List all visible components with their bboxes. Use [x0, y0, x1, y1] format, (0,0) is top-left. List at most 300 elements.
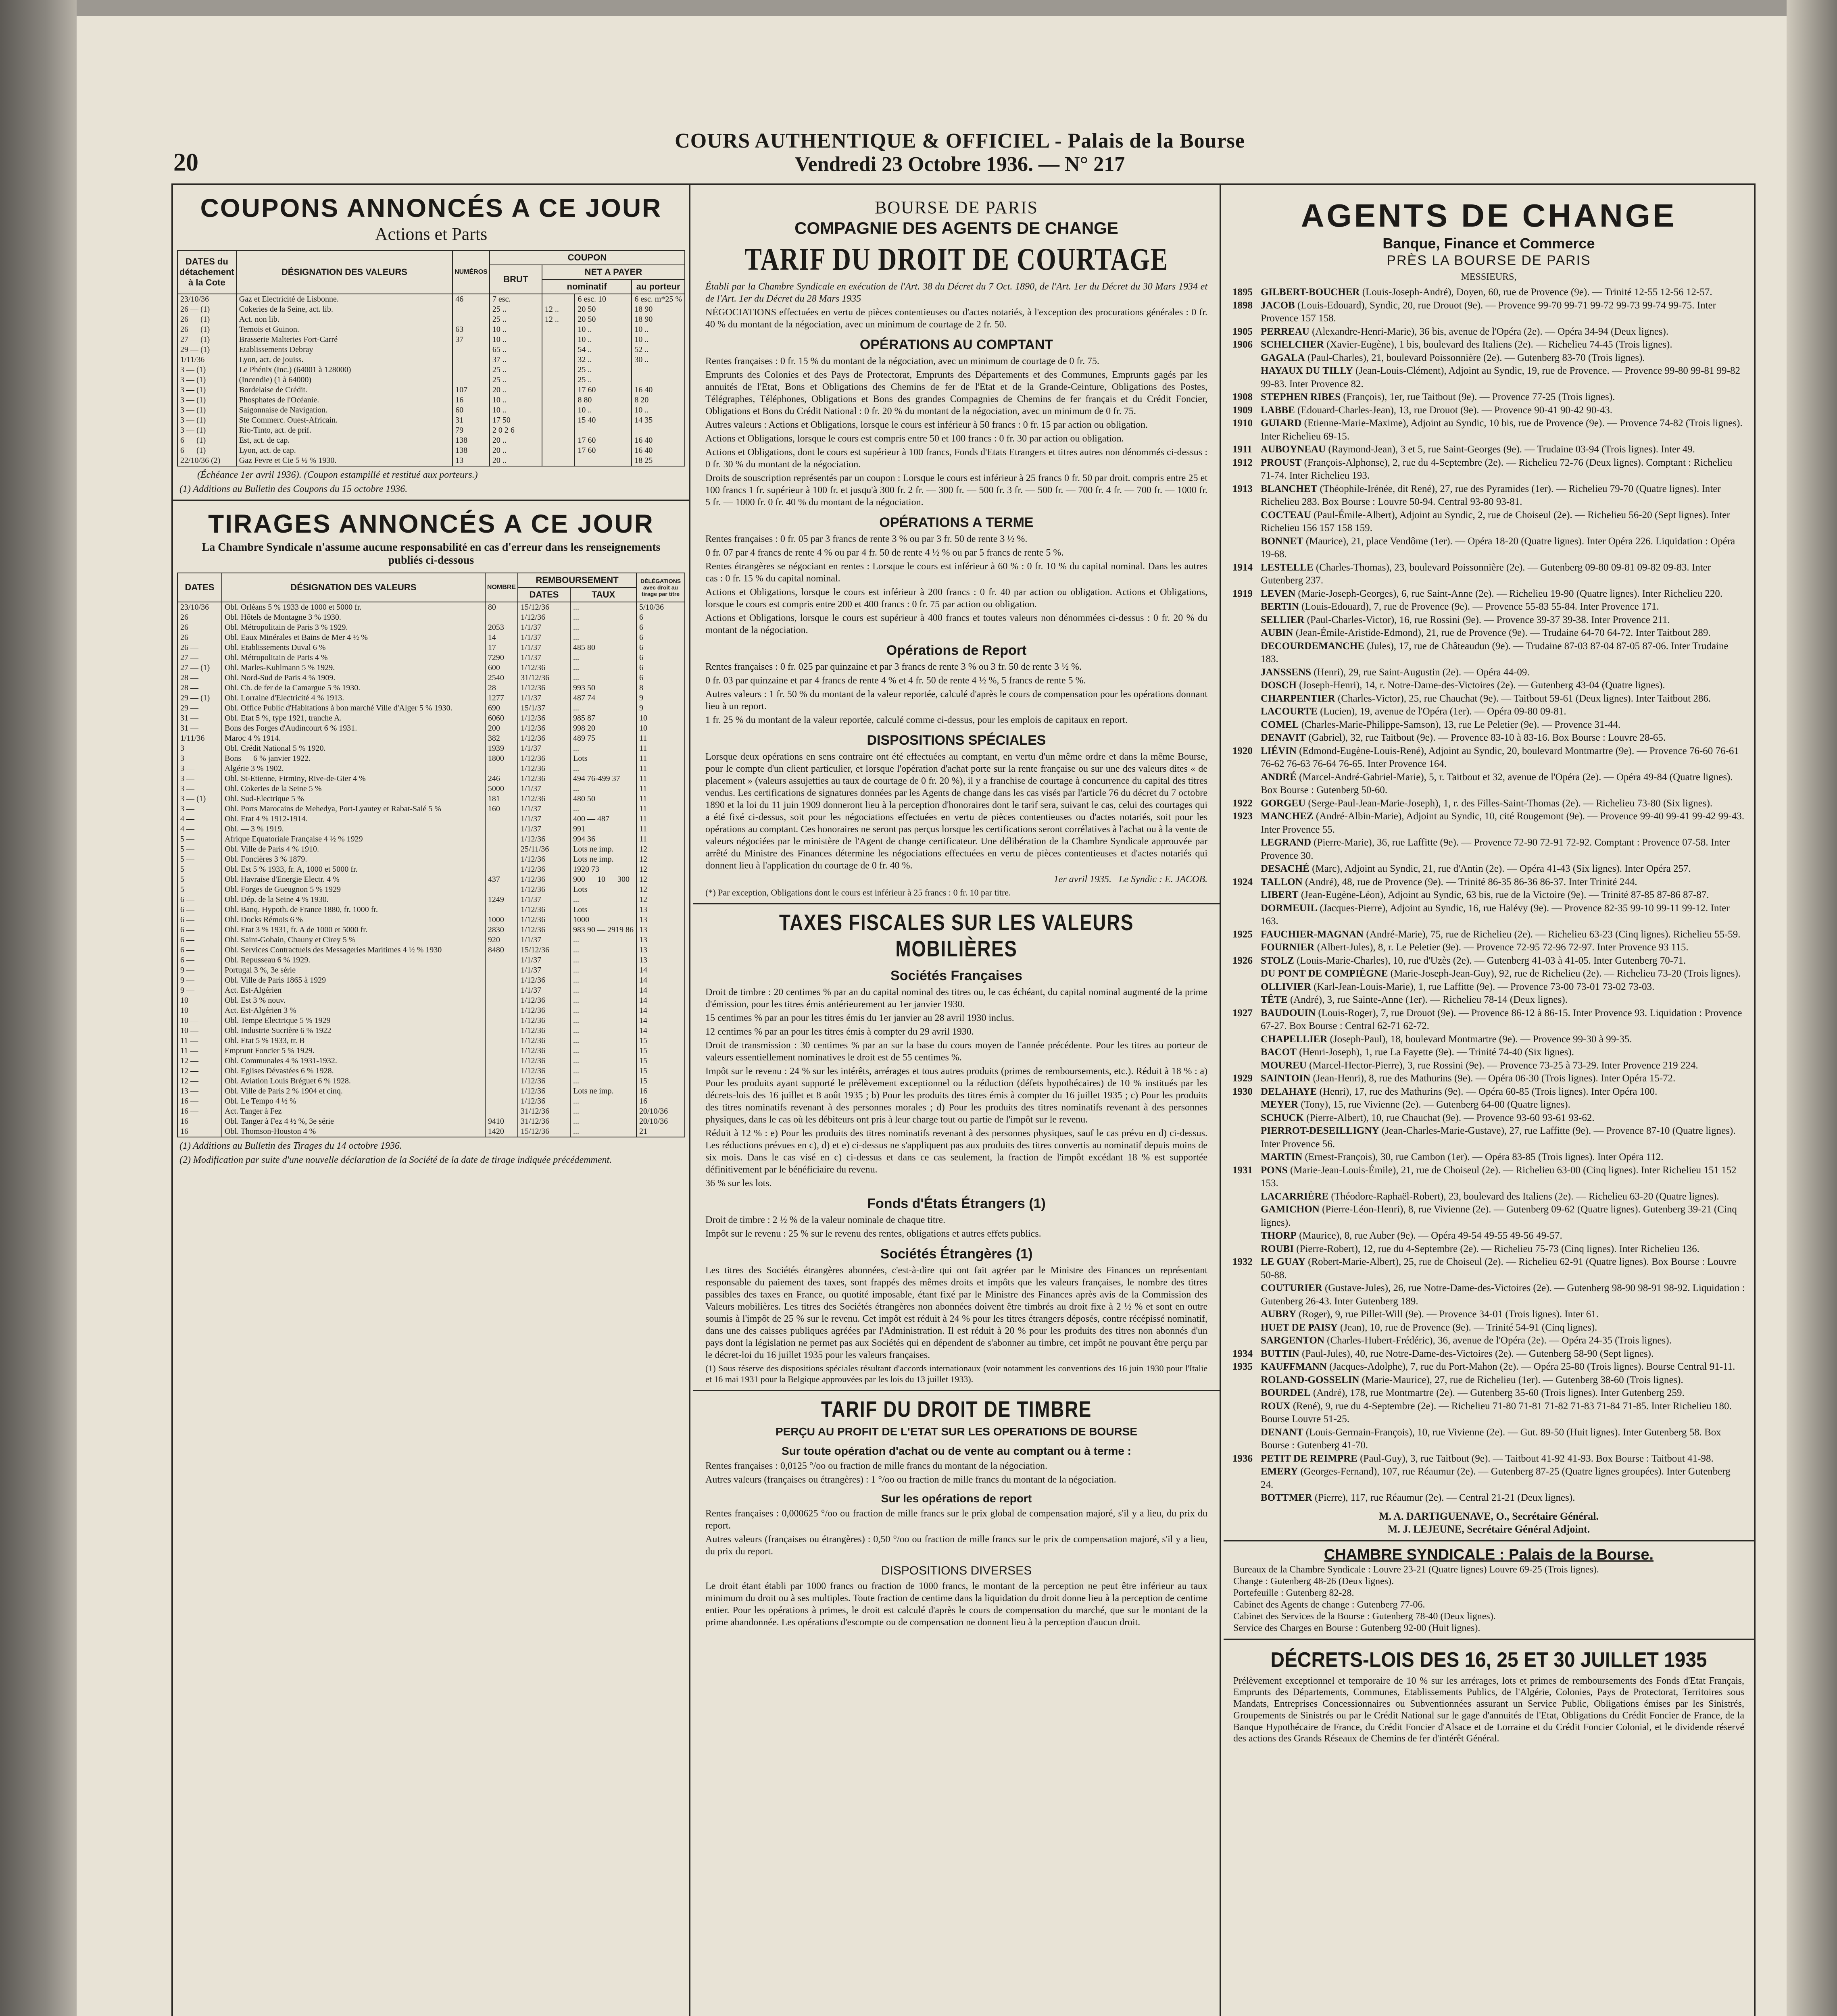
page-header — [173, 129, 1746, 176]
tirage-cell: Obl. Etat 5 %, type 1921, tranche A. — [222, 713, 485, 723]
tirage-cell: 1/1/37 — [518, 824, 570, 834]
coupon-cell: Est, act. de cap. — [236, 435, 452, 446]
agent-entry — [1232, 1347, 1745, 1361]
tirage-row — [177, 824, 685, 834]
agent-year: 1919 — [1232, 588, 1253, 599]
tirage-cell: 1/12/36 — [518, 905, 570, 915]
tirage-row — [177, 1106, 685, 1116]
tirage-cell: 80 — [485, 602, 518, 612]
agent-details: (Charles-Victor), 25, rue Chauchat (9e). — Taitbout 59-61 (Deux lignes). Inter Taitbout 286. — [1335, 693, 1711, 704]
agent-entry — [1232, 1098, 1745, 1112]
coupon-row — [177, 456, 685, 466]
agent-details: (Roger), 9, rue Pillet-Will (9e). — Provence 34-01 (Trois lignes). Inter 61. — [1296, 1309, 1599, 1320]
agent-year — [1232, 1400, 1261, 1426]
taxes-fr-paragraph: 12 centimes % par an pour les titres émis à compter du 29 avril 1930. — [705, 1026, 974, 1037]
tirage-cell: 1/12/36 — [518, 1046, 570, 1056]
agent-body — [1261, 928, 1741, 941]
tirage-cell: Obl. Foncières 3 % 1879. — [222, 854, 485, 864]
terme-paragraph: Rentes françaises : 0 fr. 05 par 3 francs de rente 3 % ou par 3 fr. 50 de rente 3 ½ %. — [705, 534, 1028, 544]
timbre-title: TARIF DU DROIT DE TIMBRE — [821, 1396, 1092, 1422]
tirage-cell: ... — [570, 1006, 636, 1016]
agent-entry — [1232, 928, 1745, 941]
coupon-cell: 10 .. — [575, 335, 632, 345]
agent-year: 1926 — [1232, 955, 1253, 966]
tirage-cell: 1/12/36 — [518, 1066, 570, 1076]
coupon-cell: 3 — (1) — [177, 405, 236, 415]
coupon-cell — [575, 456, 632, 466]
agent-body — [1261, 1151, 1663, 1164]
tirage-cell: 12 — — [177, 1056, 222, 1066]
agent-year — [1232, 771, 1261, 797]
tirage-cell: 489 75 — [570, 733, 636, 744]
agent-year — [1232, 627, 1261, 640]
coupon-row — [177, 375, 685, 385]
tirage-cell: Obl. Services Contractuels des Messageries Maritimes 4 ½ % 1930 — [222, 945, 485, 955]
tirage-cell: Obl. Forges de Gueugnon 5 % 1929 — [222, 885, 485, 895]
agent-details: (Jean-Émile-Aristide-Edmond), 21, rue de Provence (9e). — Trudaine 64-70 64-72. Inter Taitbout 289. — [1293, 627, 1711, 638]
tirage-cell: 20/10/36 — [636, 1106, 685, 1116]
coupon-cell: Brasserie Malteries Fort-Carré — [236, 335, 452, 345]
agent-details: (Jean-Louis-Clément), Adjoint au Syndic, 19, rue de Provence. — Provence 99-80 99-81 99-82 99-83. Inter Provence 82. — [1261, 365, 1741, 389]
agent-entry — [1232, 509, 1745, 535]
coupon-cell — [542, 425, 575, 435]
agent-year — [1232, 889, 1261, 902]
tirage-cell: 400 — 487 — [570, 814, 636, 824]
tirage-cell — [485, 864, 518, 875]
coupon-cell: 138 — [452, 435, 490, 446]
coupon-cell: Lyon, act. de jouiss. — [236, 355, 452, 365]
coupon-cell — [632, 365, 685, 375]
coupon-cell — [452, 304, 490, 314]
coupon-cell: 1/11/36 — [177, 355, 236, 365]
tirage-row — [177, 804, 685, 814]
tirage-cell — [485, 955, 518, 965]
coupon-cell: 65 .. — [490, 345, 542, 355]
binding-gutter — [0, 0, 77, 2016]
agent-year — [1232, 679, 1261, 692]
tirage-cell: 1/12/36 — [518, 1006, 570, 1016]
agent-entry — [1232, 1033, 1745, 1046]
coupon-cell — [542, 405, 575, 415]
tirage-row — [177, 1096, 685, 1106]
column-center — [693, 185, 1221, 2016]
coupon-cell: 3 — (1) — [177, 375, 236, 385]
tirage-cell: Obl. Etat 4 % 1912-1914. — [222, 814, 485, 824]
agent-entry — [1232, 1125, 1745, 1151]
coupon-cell: 26 — (1) — [177, 325, 236, 335]
tirage-cell: Obl. Tempe Electrique 5 % 1929 — [222, 1016, 485, 1026]
tirage-cell: 4 — — [177, 814, 222, 824]
agent-body — [1261, 404, 1612, 417]
agent-entry — [1232, 640, 1745, 666]
agent-entry — [1232, 731, 1745, 745]
agent-year: 1895 — [1232, 287, 1253, 298]
speciales-text: Lorsque deux opérations en sens contraire ont été effectuées au comptant, en vertu d'un même ordre et dans la même Bourse, pour le compte d'un client particulier, et lorsque l'opération d'achat porte sur la rente française ou sur une des valeurs dites « de placement » (valeurs assujetties au taux de courtage de 0 fr. 20 %), il y a franchise de courtage à concurrence du capital des titres vendus. Les certifications de signatures données par les Agents de change dans les cas visés par l'article 76 du décret du 7 octobre 1890 et la loi du 11 juin 1909 donneront lieu à la perception d'honoraires dont le tarif sera, suivant le cas, celui des courtages qui a été fixé ci-dessus, soit pour les négociations effectuées en vertu de pièces contentieuses ou d'actes notariés, soit pour les opérations au comptant. Ces honoraires ne seront pas perçus lorsque les certifications seront corrélatives à l'achat ou à la vente de valeurs négociées par le ministère de l'Agent de change certificateur. Une délibération de la Chambre Syndicale approuvée par arrêté du Ministre des Finances détermine les négociations effectuées en vertu de pièces contentieuses et d'actes notariés qui donnent lieu à l'application du courtage de 0 fr. 40 %. — [705, 752, 1207, 871]
coupon-cell: 30 .. — [632, 355, 685, 365]
agent-name: SAINTOIN — [1261, 1073, 1311, 1084]
agent-name: GUIARD — [1261, 418, 1302, 429]
tirage-cell: 1/1/37 — [518, 744, 570, 754]
tirage-cell: 3 — — [177, 784, 222, 794]
agent-body — [1261, 1465, 1745, 1491]
agent-name: LEGRAND — [1261, 837, 1312, 848]
tirage-cell: 12 — — [177, 1076, 222, 1086]
tirage-cell: ... — [570, 985, 636, 996]
tirage-cell — [485, 814, 518, 824]
tirage-row — [177, 643, 685, 653]
tirage-cell: Obl. Ch. de fer de la Camargue 5 % 1930. — [222, 683, 485, 693]
tirage-row — [177, 844, 685, 854]
agent-year: 1924 — [1232, 876, 1253, 887]
agent-body — [1261, 666, 1530, 679]
tirage-cell: 2053 — [485, 623, 518, 633]
coupon-cell: 31 — [452, 415, 490, 425]
tirage-cell: 10 — [636, 723, 685, 733]
tirage-cell: 7290 — [485, 653, 518, 663]
agent-name: SARGENTON — [1261, 1335, 1324, 1346]
tirage-row — [177, 693, 685, 703]
tirage-cell: 5 — — [177, 844, 222, 854]
tirage-cell: 246 — [485, 774, 518, 784]
coupon-cell: 14 35 — [632, 415, 685, 425]
agent-entry — [1232, 1256, 1745, 1282]
tirage-cell: 13 — [636, 955, 685, 965]
tirage-cell: Obl. Métropolitain de Paris 3 % 1929. — [222, 623, 485, 633]
tirage-cell: 16 — — [177, 1106, 222, 1116]
coupon-row — [177, 435, 685, 446]
agent-name: BLANCHET — [1261, 483, 1318, 494]
tirage-cell: Emprunt Foncier 5 % 1929. — [222, 1046, 485, 1056]
agent-name: BACOT — [1261, 1047, 1297, 1058]
tirage-cell: 8480 — [485, 945, 518, 955]
coupon-cell: 63 — [452, 325, 490, 335]
tirage-cell: 1/12/36 — [518, 663, 570, 673]
tirage-cell: Obl. St-Etienne, Firminy, Rive-de-Gier 4 % — [222, 774, 485, 784]
tirage-row — [177, 703, 685, 713]
comptant-paragraph: Rentes françaises : 0 fr. 15 % du montant de la négociation, avec un minimum de courtage de 0 fr. 75. — [705, 356, 1100, 367]
agent-details: (Théodore-Raphaël-Robert), 23, boulevard des Italiens (2e). — Richelieu 63-20 (Quatre lignes). — [1328, 1191, 1719, 1202]
agent-body — [1261, 417, 1745, 443]
agent-name: KAUFFMANN — [1261, 1361, 1327, 1372]
taxes-fr-list — [693, 986, 1220, 1189]
tirage-cell: 1/1/37 — [518, 643, 570, 653]
coupon-cell: 23/10/36 — [177, 294, 236, 304]
tirage-cell: 1249 — [485, 895, 518, 905]
coupon-cell: 6 — (1) — [177, 446, 236, 456]
agent-year — [1232, 1190, 1261, 1204]
coupon-cell — [542, 435, 575, 446]
coupon-cell: 37 .. — [490, 355, 542, 365]
tirage-cell: 1/12/36 — [518, 925, 570, 935]
tirage-cell: 13 — [636, 905, 685, 915]
tirage-cell: 920 — [485, 935, 518, 945]
tirage-cell: 6 — [636, 633, 685, 643]
coupon-cell: 25 .. — [490, 314, 542, 325]
agent-details: (François), 1er, rue Taitbout (9e). — Provence 77-25 (Trois lignes). — [1341, 392, 1615, 402]
agent-body — [1261, 299, 1745, 325]
coupon-cell: 3 — (1) — [177, 385, 236, 395]
tirage-cell: 27 — (1) — [177, 663, 222, 673]
agent-details: (Pierre-Marie), 36, rue Laffitte (9e). — Provence 72-90 72-91 72-92. Comptant : Provence 07-58. Inter Provence 30. — [1261, 837, 1730, 861]
tirage-cell: 11 — — [177, 1046, 222, 1056]
tirage-cell: ... — [570, 703, 636, 713]
tirage-cell: 31/12/36 — [518, 673, 570, 683]
coupon-cell: 20 50 — [575, 314, 632, 325]
tirage-cell: ... — [570, 1026, 636, 1036]
agents-title: AGENTS DE CHANGE — [1301, 198, 1677, 233]
coupons-subtitle: Actions et Parts — [375, 224, 488, 244]
agent-year — [1232, 600, 1261, 614]
tirage-cell: 12 — [636, 864, 685, 875]
agent-body — [1261, 797, 1712, 810]
agent-name: MOUREU — [1261, 1060, 1307, 1071]
coupon-cell: Gaz Fevre et Cie 5 ½ % 1930. — [236, 456, 452, 466]
tirage-cell: 6 — [636, 673, 685, 683]
tirage-row — [177, 784, 685, 794]
terme-paragraph: Rentes étrangères se négociant en rentes : Lorsque le cours est inférieur à 60 % : 0 fr. 10 % du capital nominal. Dans les autres cas : 0 fr. 15 % du capital nominal. — [705, 561, 1207, 584]
tirage-cell: Obl. Ville de Paris 2 % 1904 et cinq. — [222, 1086, 485, 1096]
chambre-title: CHAMBRE SYNDICALE : Palais de la Bourse. — [1324, 1546, 1654, 1563]
tirage-cell: Obl. Repusseau 6 % 1929. — [222, 955, 485, 965]
tirage-cell — [485, 1096, 518, 1106]
tirage-cell: 494 76-499 37 — [570, 774, 636, 784]
tirage-cell: Lots — [570, 754, 636, 764]
tirage-cell: 1/12/36 — [518, 854, 570, 864]
tirage-cell: 12 — [636, 895, 685, 905]
agent-entry — [1232, 967, 1745, 981]
agent-name: BUTTIN — [1261, 1348, 1299, 1359]
comptant-list — [693, 355, 1220, 508]
agent-details: (François-Alphonse), 2, rue du 4-Septembre (2e). — Richelieu 72-76 (Deux lignes). Comptant : Richelieu 71-74. Inter Richelieu 193. — [1261, 457, 1733, 481]
agent-name: FAUCHIER-MAGNAN — [1261, 929, 1364, 940]
agent-details: (Jean-Eugène-Léon), Adjoint au Syndic, 63 bis, rue de la Victoire (9e). — Trinité 87-85 87-86 87-87. — [1298, 889, 1709, 900]
agent-year: 1925 — [1232, 929, 1253, 940]
agent-year: 1912 — [1232, 457, 1253, 468]
agent-year — [1232, 993, 1261, 1007]
tirage-cell: Obl. Industrie Sucrière 6 % 1922 — [222, 1026, 485, 1036]
tirage-cell: 11 — [636, 834, 685, 844]
agent-name: DU PONT DE COMPIÈGNE — [1261, 968, 1388, 979]
tirage-cell: 1/1/37 — [518, 965, 570, 975]
column-left — [173, 185, 690, 2016]
tirage-cell: ... — [570, 653, 636, 663]
tirage-cell: 3 — — [177, 774, 222, 784]
terme-paragraph: Actions et Obligations, lorsque le cours est supérieur à 400 francs et toutes valeurs non dénommées ci-dessus : 0 fr. 20 % du montant de la négociation. — [705, 613, 1207, 635]
col-net: NET A PAYER — [542, 265, 685, 279]
tirage-cell: 6 — — [177, 895, 222, 905]
tirage-cell: Obl. Crédit National 5 % 1920. — [222, 744, 485, 754]
agent-entry — [1232, 299, 1745, 325]
col-designation: DÉSIGNATION DES VALEURS — [236, 250, 452, 294]
coupon-cell: 20 50 — [575, 304, 632, 314]
chambre-line: Bureaux de la Chambre Syndicale : Louvre 23-21 (Quatre lignes) Louvre 69-25 (Trois lignes). — [1233, 1564, 1599, 1575]
tirage-cell — [485, 844, 518, 854]
agent-entry — [1232, 1282, 1745, 1308]
agent-details: (Joseph-Henri), 14, r. Notre-Dame-des-Victoires (2e). — Gutenberg 43-04 (Quatre lignes). — [1296, 680, 1665, 691]
column-right — [1224, 185, 1754, 2016]
tirage-cell: 15 — [636, 1066, 685, 1076]
agent-details: (Edouard-Charles-Jean), 13, rue Drouot (9e). — Provence 90-41 90-42 90-43. — [1295, 404, 1613, 416]
coupon-cell: 3 — (1) — [177, 415, 236, 425]
agent-entry — [1232, 443, 1745, 456]
tirage-cell: 15 — [636, 1076, 685, 1086]
courtage-date: 1er avril 1935. — [1053, 874, 1112, 885]
taxes-etat-title: Fonds d'États Étrangers (1) — [867, 1195, 1046, 1211]
tirage-cell: 998 20 — [570, 723, 636, 733]
agent-year — [1232, 1426, 1261, 1452]
taxes-fr-title: Sociétés Françaises — [890, 968, 1022, 983]
coupon-cell: 20 .. — [490, 435, 542, 446]
coupon-cell — [542, 355, 575, 365]
agent-year — [1232, 719, 1261, 732]
agent-name: GILBERT-BOUCHER — [1261, 287, 1360, 298]
coupon-cell: 22/10/36 (2) — [177, 456, 236, 466]
tirage-cell: 10 — — [177, 1016, 222, 1026]
tirage-cell: 14 — [636, 985, 685, 996]
tirage-cell: 3 — — [177, 764, 222, 774]
tirage-row — [177, 713, 685, 723]
tirage-row — [177, 774, 685, 784]
tirage-cell: 16 — — [177, 1096, 222, 1106]
tirage-cell — [485, 834, 518, 844]
agent-name: STEPHEN RIBES — [1261, 392, 1341, 402]
content-frame — [171, 183, 1756, 2016]
agent-entry — [1232, 771, 1745, 797]
agent-entry — [1232, 1360, 1745, 1374]
agent-body — [1261, 1491, 1575, 1505]
tirage-row — [177, 623, 685, 633]
tirage-cell: 5 — — [177, 875, 222, 885]
agent-details: (Pierre-Robert), 12, rue du 4-Septembre (2e). — Richelieu 75-73 (Cinq lignes). Inter Richelieu 136. — [1293, 1243, 1699, 1254]
tirage-cell: Lots ne imp. — [570, 1086, 636, 1096]
agent-name: PROUST — [1261, 457, 1302, 468]
courtage-kicker: BOURSE DE PARIS — [875, 198, 1038, 217]
tirage-row — [177, 945, 685, 955]
coupons-footnote: (1) Additions au Bulletin des Coupons du 15 octobre 1936. — [179, 484, 408, 494]
tirage-cell: ... — [570, 673, 636, 683]
tirage-cell: 2830 — [485, 925, 518, 935]
agent-entry — [1232, 692, 1745, 706]
agent-body — [1261, 443, 1695, 456]
tirage-row — [177, 985, 685, 996]
agent-name: DECOURDEMANCHE — [1261, 640, 1364, 652]
agent-name: PONS — [1261, 1164, 1288, 1176]
tirage-cell: 1000 — [485, 915, 518, 925]
coupon-row — [177, 365, 685, 375]
agent-year — [1232, 1059, 1261, 1073]
coupon-cell: 26 — (1) — [177, 314, 236, 325]
report-title: Opérations de Report — [886, 643, 1027, 658]
agent-year — [1232, 1098, 1261, 1112]
tirage-cell: 600 — [485, 663, 518, 673]
tirage-cell: ... — [570, 764, 636, 774]
agent-body — [1261, 352, 1645, 365]
agent-body — [1261, 1347, 1654, 1361]
agent-details: (Paul-Charles-Victor), 16, rue Rossini (9e). — Provence 39-37 39-38. Inter Provence 211. — [1304, 614, 1670, 625]
agent-entry — [1232, 679, 1745, 692]
coupon-cell: 6 — (1) — [177, 435, 236, 446]
coupons-table — [177, 250, 685, 467]
tirage-cell: Bons des Forges d'Audincourt 6 % 1931. — [222, 723, 485, 733]
coupon-cell: 10 .. — [490, 335, 542, 345]
taxes-fr-paragraph: Droit de transmission : 30 centimes % par an sur la base du cours moyen de l'année précédente. Pour les titres au porteur de valeurs essentiellement nominatives le droit est de 55 centimes %. — [705, 1040, 1207, 1063]
agent-details: (Maurice), 8, rue Auber (9e). — Opéra 49-54 49-55 49-56 49-57. — [1296, 1230, 1562, 1241]
tirage-cell: Obl. Cokeries de la Seine 5 % — [222, 784, 485, 794]
agent-year — [1232, 666, 1261, 679]
agent-entry — [1232, 1243, 1745, 1256]
agent-body — [1261, 1334, 1672, 1347]
tirage-cell: ... — [570, 602, 636, 612]
agent-name: CHAPELLIER — [1261, 1033, 1328, 1045]
tirage-cell: 1/12/36 — [518, 612, 570, 623]
coupon-cell: 6 esc. 10 — [575, 294, 632, 304]
timbre-achat-title: Sur toute opération d'achat ou de vente au comptant ou à terme : — [782, 1444, 1131, 1457]
col-porteur: au porteur — [632, 279, 685, 294]
agent-name: COMEL — [1261, 719, 1299, 730]
agent-entry — [1232, 705, 1745, 719]
timbre-report-paragraph: Rentes françaises : 0,000625 °/oo ou fraction de mille francs sur le prix global de compensation majoré, s'il y a lieu, du prix du report. — [705, 1508, 1207, 1531]
tirage-row — [177, 1036, 685, 1046]
tirage-cell: 15/12/36 — [518, 945, 570, 955]
tirage-cell: 6 — — [177, 915, 222, 925]
agent-body — [1261, 1059, 1698, 1073]
tirage-cell: 5000 — [485, 784, 518, 794]
tirage-cell — [485, 1086, 518, 1096]
agent-body — [1261, 325, 1668, 339]
agent-details: (Gabriel), 32, rue Taitbout (9e). — Provence 83-10 à 83-16. Box Bourse : Louvre 28-65. — [1306, 732, 1666, 743]
tirage-cell: 29 — — [177, 703, 222, 713]
coupon-cell — [632, 375, 685, 385]
agent-details: (Xavier-Eugène), 1 bis, boulevard des Italiens (2e). — Richelieu 74-45 (Trois lignes). — [1324, 339, 1672, 350]
tirage-cell: 15/12/36 — [518, 602, 570, 612]
coupon-cell: 12 .. — [542, 314, 575, 325]
chambre-line: Cabinet des Agents de change : Gutenberg 77-06. — [1233, 1599, 1425, 1610]
tirage-cell: 983 90 — 2919 86 — [570, 925, 636, 935]
tirage-cell — [485, 612, 518, 623]
tirages-footnote-1: (1) Additions au Bulletin des Tirages du 14 octobre 1936. — [179, 1141, 402, 1151]
tirage-cell: 11 — — [177, 1036, 222, 1046]
tirage-cell — [485, 824, 518, 834]
agent-name: LESTELLE — [1261, 562, 1314, 573]
tirage-cell: 25/11/36 — [518, 844, 570, 854]
agent-body — [1261, 535, 1745, 561]
tirage-cell: ... — [570, 1036, 636, 1046]
agent-name: EMERY — [1261, 1466, 1298, 1477]
agent-details: (Jacques-Adolphe), 7, rue du Port-Mahon (2e). — Opéra 25-80 (Trois lignes). Bourse Central 91-11. — [1326, 1361, 1735, 1372]
tirage-cell: ... — [570, 1116, 636, 1127]
agent-details: (Paul-Émile-Albert), Adjoint au Syndic, 2, rue de Choiseul (2e). — Richelieu 56-20 (Sept lignes). Inter Richelieu 156 157 158 159. — [1261, 509, 1730, 533]
coupon-cell: 16 40 — [632, 435, 685, 446]
coupon-cell — [542, 415, 575, 425]
tirage-row — [177, 1056, 685, 1066]
coupon-cell: 16 40 — [632, 446, 685, 456]
comptant-paragraph: Emprunts des Colonies et des Pays de Protectorat, Emprunts des Départements et des Communes, Emprunts gagés par les annuités de l'Etat, Bons et Obligations des Chemins de fer de l'Etat et de la Grande-Ceinture, Obligations des Postes, Télégraphes, Téléphones, Obligations et Bons des grandes Compagnies de Chemins de fer français et du Crédit Foncier, Obligations et Bons du Crédit National : 0 fr. 20 % du montant de la négociation, avec un minimum de 0 fr. 75. — [705, 370, 1207, 417]
tirage-cell: 21 — [636, 1127, 685, 1137]
coupon-row — [177, 345, 685, 355]
coupon-cell — [542, 375, 575, 385]
agent-body — [1261, 1190, 1719, 1204]
coupon-cell: 16 — [452, 395, 490, 405]
agent-details: (Charles-Hubert-Frédéric), 36, avenue de l'Opéra (2e). — Opéra 24-35 (Trois lignes). — [1324, 1335, 1672, 1346]
agent-details: (Louis-Marie-Charles), 10, rue d'Uzès (2e). — Gutenberg 41-03 à 41-05. Inter Gutenberg 70-71. — [1294, 955, 1686, 966]
tirage-cell: 9 — [636, 703, 685, 713]
agent-body — [1261, 509, 1745, 535]
taxes-fr-paragraph: Impôt sur le revenu : 24 % sur les intérêts, arrérages et tous autres produits (primes de remboursements, etc.). Réduit à 18 % : a) Pour les produits ayant supporté le prélèvement exceptionnel ou la réduction (défets hypothécaires) de 10 % institués par les décrets-lois des 16 juillet et 8 août 1935 ; b) Pour les produits des titres émis à compter du 16 juillet 1935 ; c) Pour les produits des titres nominatifs revenant à des personnes morales ; d) Pour les produits des titres nominatifs revenant à des personnes physiques, dans le cas où les débiteurs ont pris à leur charge tout ou partie de l'impôt sur le revenu. — [705, 1066, 1207, 1125]
tirage-cell: Obl. Thomson-Houston 4 % — [222, 1127, 485, 1137]
tirage-cell: Obl. Est 5 % 1933, fr. A, 1000 et 5000 fr. — [222, 864, 485, 875]
tirage-cell: 1/12/36 — [518, 996, 570, 1006]
taxes-fr-paragraph: 15 centimes % par an pour les titres émis du 1er janvier au 28 avril 1930 inclus. — [705, 1012, 1014, 1023]
